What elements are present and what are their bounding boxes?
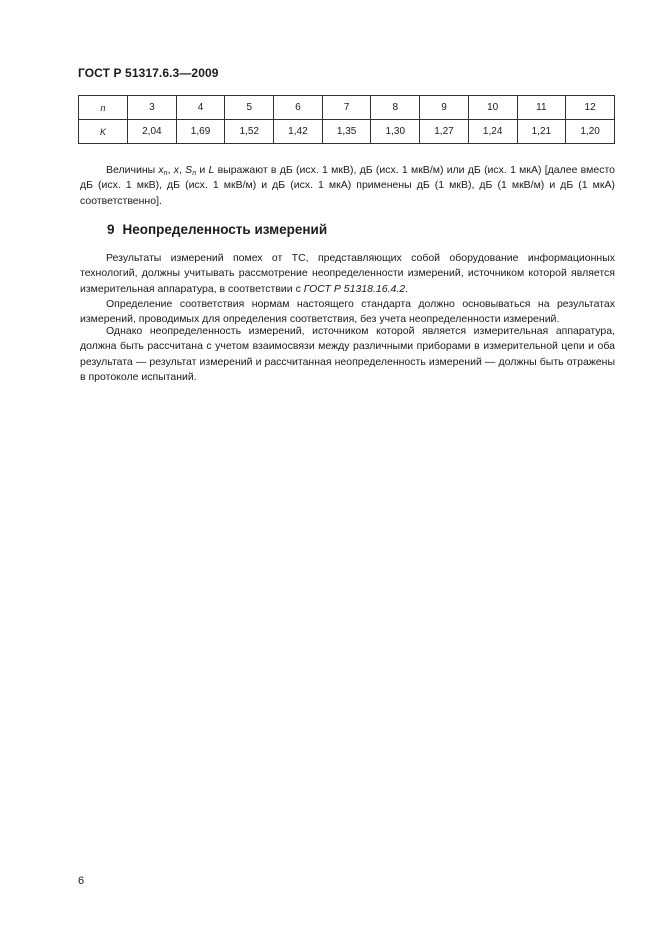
- coefficient-table: [78, 95, 615, 144]
- table-cell: 7: [322, 96, 371, 120]
- table-cell: 11: [517, 96, 566, 120]
- table-row: [79, 96, 615, 120]
- symbol-l: L: [208, 164, 215, 176]
- table-cell: 1,35: [322, 120, 371, 144]
- punct: ,: [167, 164, 171, 176]
- symbol-x: x: [173, 164, 179, 176]
- table-cell: 1,20: [566, 120, 615, 144]
- section-number: 9: [107, 222, 115, 237]
- table-cell: 6: [274, 96, 323, 120]
- punct: .: [405, 282, 409, 295]
- table-cell: 9: [420, 96, 469, 120]
- paragraph-text: Результаты измерений помех от ТС, представляющих собой оборудование информационных технологий, должны учитывать рассмотрение неопределенности измерений, источником которой является измерительная аппаратура, в соответствии с: [80, 252, 615, 295]
- table-cell: 3: [128, 96, 177, 120]
- subscript-n: n: [163, 170, 168, 177]
- page-number: 6: [78, 875, 85, 887]
- conjunction: и: [199, 164, 206, 176]
- paragraph-3: [80, 324, 615, 385]
- symbol-s: S: [185, 164, 193, 176]
- table-cell: 2,04: [128, 120, 177, 144]
- units-paragraph: [80, 163, 615, 209]
- standard-reference: ГОСТ Р 51318.16.4.2: [303, 282, 406, 295]
- units-lead: Величины: [106, 164, 156, 176]
- table-cell: 1,24: [468, 120, 517, 144]
- section-title: Неопределенность измерений: [122, 222, 328, 237]
- table-cell: 12: [566, 96, 615, 120]
- paragraph-text: Определение соответствия нормам настоящего стандарта должно основываться на результатах измерений, проводимых для определения соответствия, без учета неопределенности измерений.: [80, 298, 615, 326]
- table-cell: 8: [371, 96, 420, 120]
- symbol-x: x: [158, 164, 164, 176]
- table-cell: 4: [176, 96, 225, 120]
- table-cell: 5: [225, 96, 274, 120]
- table-cell: 1,21: [517, 120, 566, 144]
- table-cell: 1,30: [371, 120, 420, 144]
- paragraph-2: [80, 297, 615, 328]
- row-label-n: n: [79, 96, 128, 120]
- table-cell: 1,27: [420, 120, 469, 144]
- table-cell: 1,52: [225, 120, 274, 144]
- paragraph-1: [80, 251, 615, 297]
- document-code: ГОСТ Р 51317.6.3—2009: [78, 66, 219, 80]
- table-cell: 1,69: [176, 120, 225, 144]
- paragraph-text: Однако неопределенность измерений, источником которой является измерительная аппаратура, должна быть рассчитана с учетом взаимосвязи между различными приборами в измерительной цепи и оба результата — результат измерений и рассчитанная неопределенность измерений — должны быть отражены в протоколе испытаний.: [80, 325, 615, 383]
- units-text: выражают в дБ (исх. 1 мкВ), дБ (исх. 1 мкВ/м) или дБ (исх. 1 мкА) [далее вместо дБ (исх. 1 мкВ), дБ (исх. 1 мкВ/м) и дБ (исх. 1 мкА) применены дБ (1 мкВ), дБ (1 мкВ/м) и дБ (1 мкА) соответственно].: [80, 164, 615, 207]
- section-heading: [107, 222, 327, 237]
- row-label-k: K: [79, 120, 128, 144]
- table-cell: 1,42: [274, 120, 323, 144]
- subscript-n: n: [192, 170, 197, 177]
- punct: ,: [179, 164, 182, 176]
- table-cell: 10: [468, 96, 517, 120]
- table-row: [79, 120, 615, 144]
